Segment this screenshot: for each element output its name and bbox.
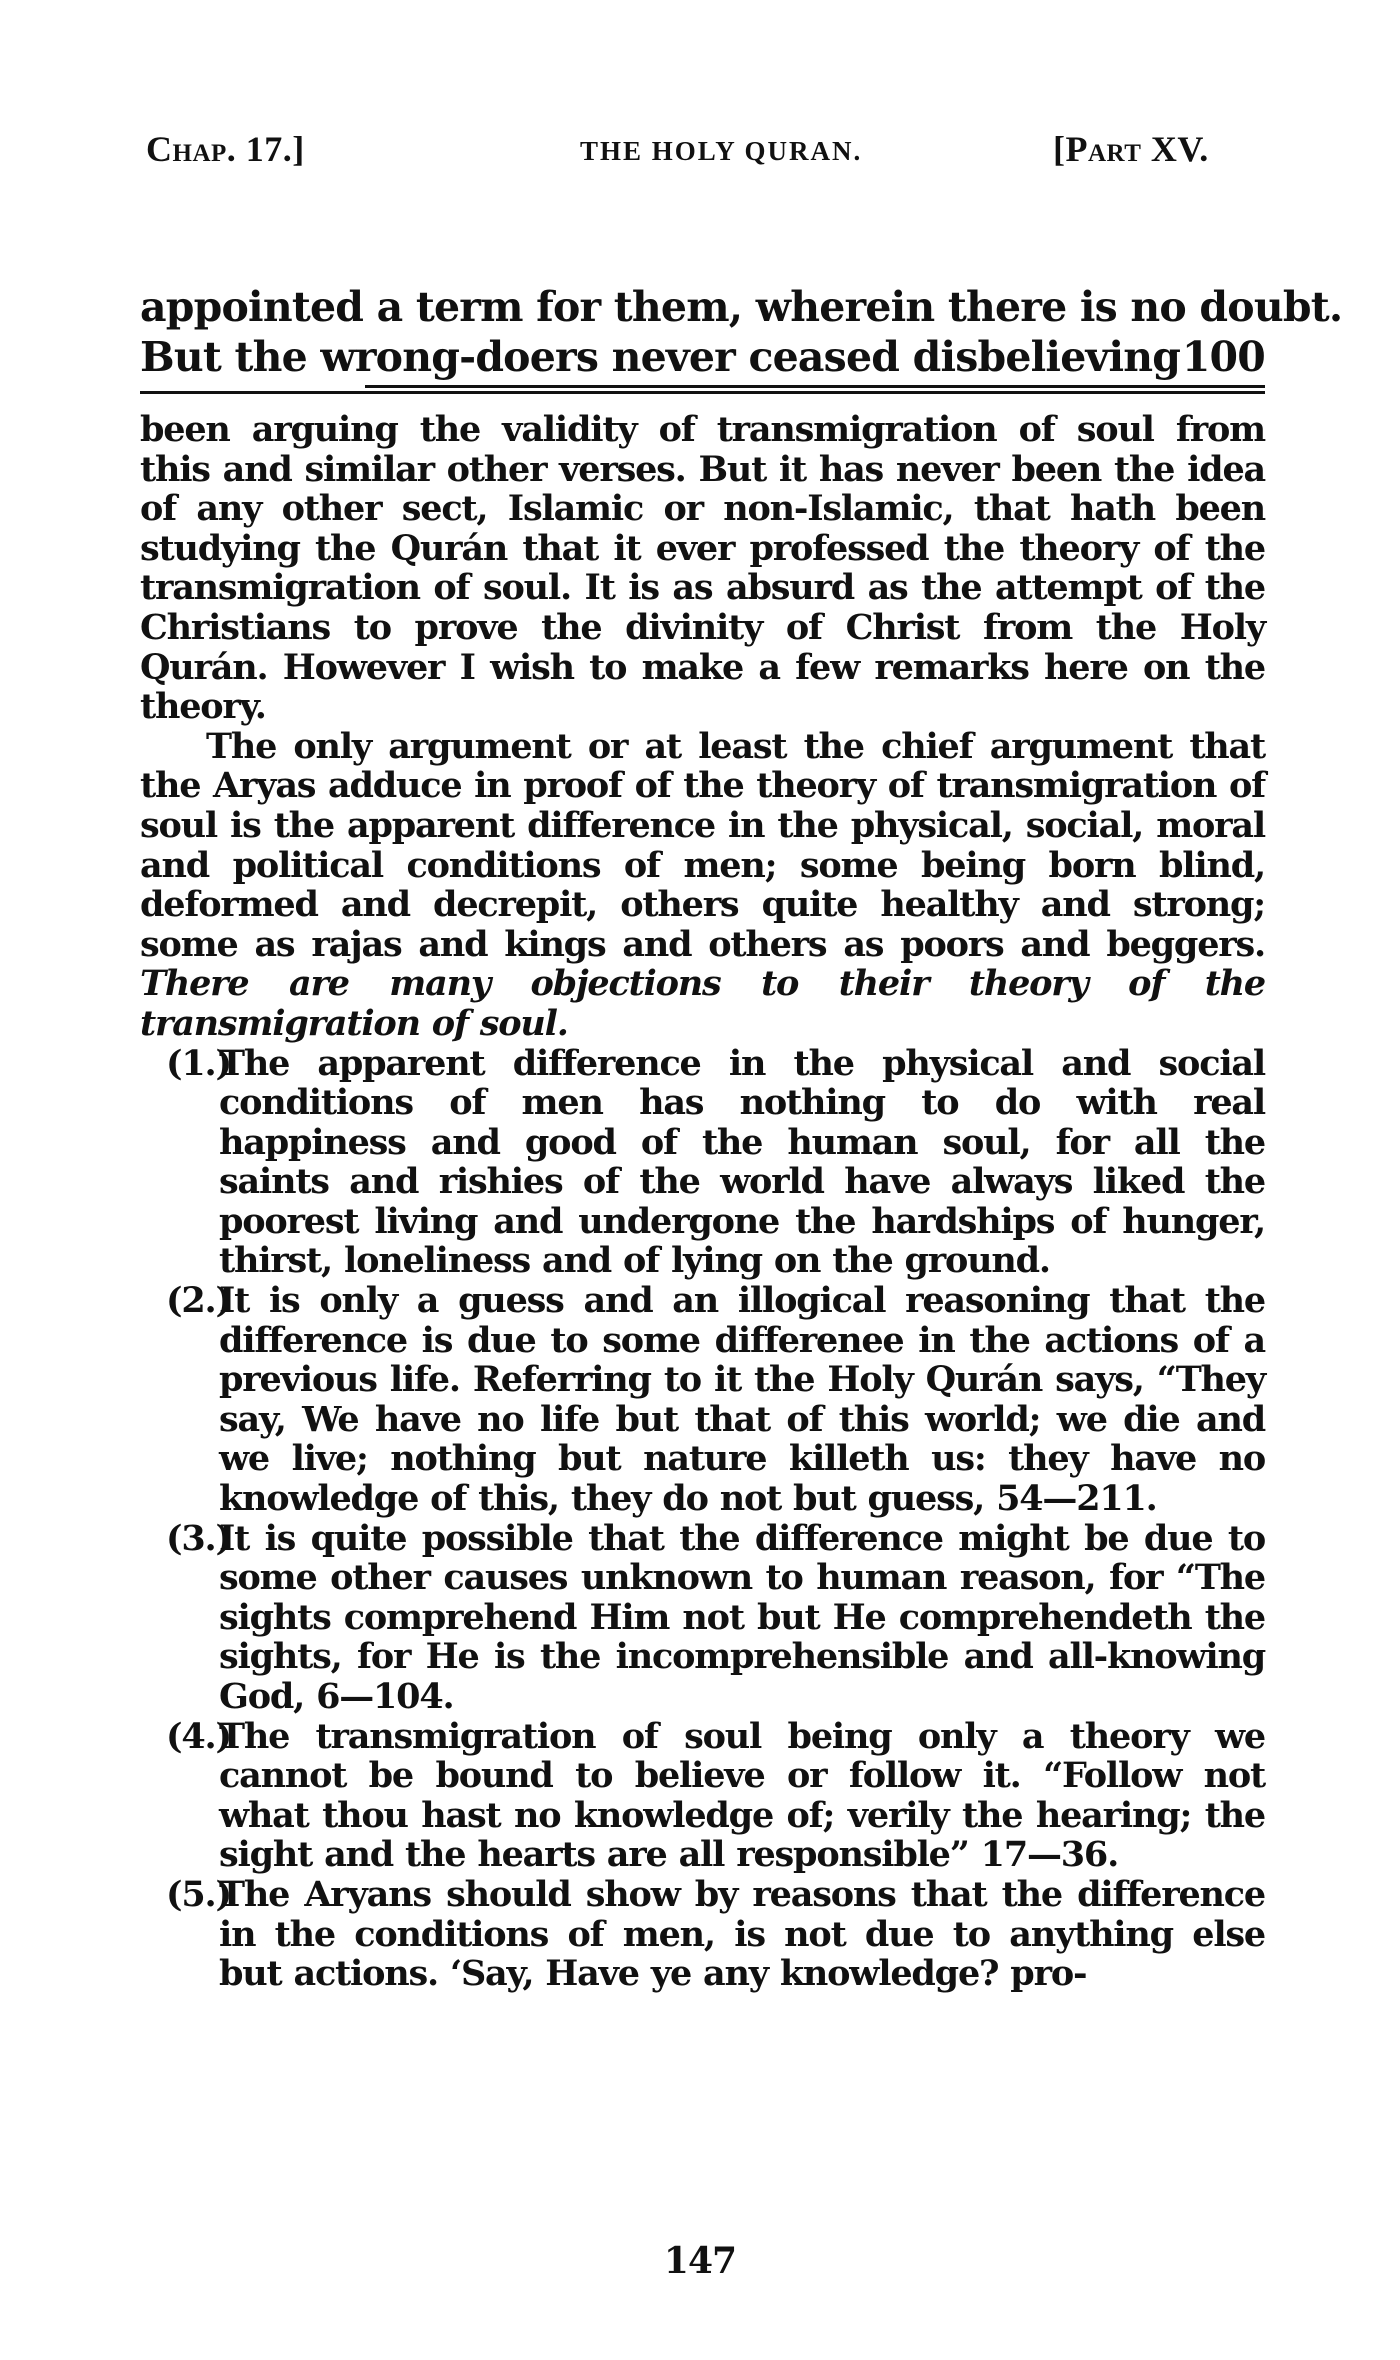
objection-text: It is only a guess and an illogical reasoning that the difference is due to some differenee in the actions of a previous life. Referring to it the Holy Qurán says, “They say, We have no life but that of this world; we die and we live; nothing but nature killeth us: they have no knowledge of this, they do not but guess, 54—211.	[219, 1280, 1265, 1520]
objection-text: The apparent difference in the physical and social conditions of men has nothing to do with real happiness and good of the human soul, for all the saints and rishies of the world have always liked the poorest living and undergone the hardships of hunger, thirst, loneliness and of lying on the ground.	[219, 1042, 1265, 1282]
book-title: THE HOLY QURAN.	[580, 136, 863, 166]
objection-text: The Aryans should show by reasons that the difference in the conditions of men, is not due to anything else but actions. ‘Say, Have ye any knowledge? pro-	[219, 1873, 1265, 1995]
objection-number: (1.)	[166, 1042, 231, 1084]
objection-item	[140, 1519, 1265, 1717]
divider-rule-bottom	[140, 391, 1265, 394]
verse-line-1: appointed a term for them, wherein there is no doubt.	[140, 283, 1343, 331]
verse-line-2-text: But the wrong-doers never ceased disbelieving	[140, 333, 1181, 381]
objection-number: (3.)	[166, 1517, 231, 1559]
objection-number: (2.)	[166, 1280, 231, 1322]
paragraph-2-text: The only argument or at least the chief argument that the Aryas adduce in proof of the theory of transmigration of soul is the apparent difference in the physical, social, moral and political conditions of men; some being born blind, deformed and decrepit, others quite healthy and strong; some as rajas and kings and others as poors and beggers.	[140, 725, 1265, 965]
commentary-paragraph-2	[140, 727, 1265, 1044]
part-label: [Part XV.	[1053, 129, 1209, 169]
objection-text: The transmigration of soul being only a theory we cannot be bound to believe or follow it. “Follow not what thou hast no knowledge of; verily the hearing; the sight and the hearts are all responsible” 17—36.	[219, 1715, 1265, 1876]
running-header	[140, 118, 1260, 178]
objection-item	[140, 1875, 1265, 1994]
objection-item	[140, 1044, 1265, 1282]
chapter-label: Chap. 17.]	[146, 129, 305, 169]
verse-line-2	[140, 332, 1265, 382]
objection-number: (5.)	[166, 1873, 231, 1915]
commentary-paragraph-1: been arguing the validity of transmigration of soul from this and similar other verses. But it has never been the idea of any other sect, Islamic or non-Islamic, that hath been studying the Qurán that it ever professed the theory of the transmigration of soul. It is as absurd as the attempt of the Christians to prove the divinity of Christ from the Holy Qurán. However I wish to make a few remarks here on the theory.	[140, 409, 1265, 728]
objection-text: It is quite possible that the difference might be due to some other causes unknown to human reason, for “The sights comprehend Him not but He comprehendeth the sights, for He is the incomprehensible and all-knowing God, 6—104.	[219, 1517, 1265, 1717]
objection-item	[140, 1281, 1265, 1519]
commentary-body	[140, 410, 1265, 1994]
objection-number: (4.)	[166, 1715, 231, 1757]
section-divider	[140, 385, 1265, 397]
page-number: 147	[663, 2240, 737, 2282]
objection-item	[140, 1717, 1265, 1875]
verse-number: 100	[1181, 333, 1265, 381]
divider-rule-top	[365, 385, 1265, 388]
verse-block	[140, 282, 1343, 382]
paragraph-2-italic-text: There are many objections to their theory of the transmigration of soul.	[140, 963, 1265, 1044]
